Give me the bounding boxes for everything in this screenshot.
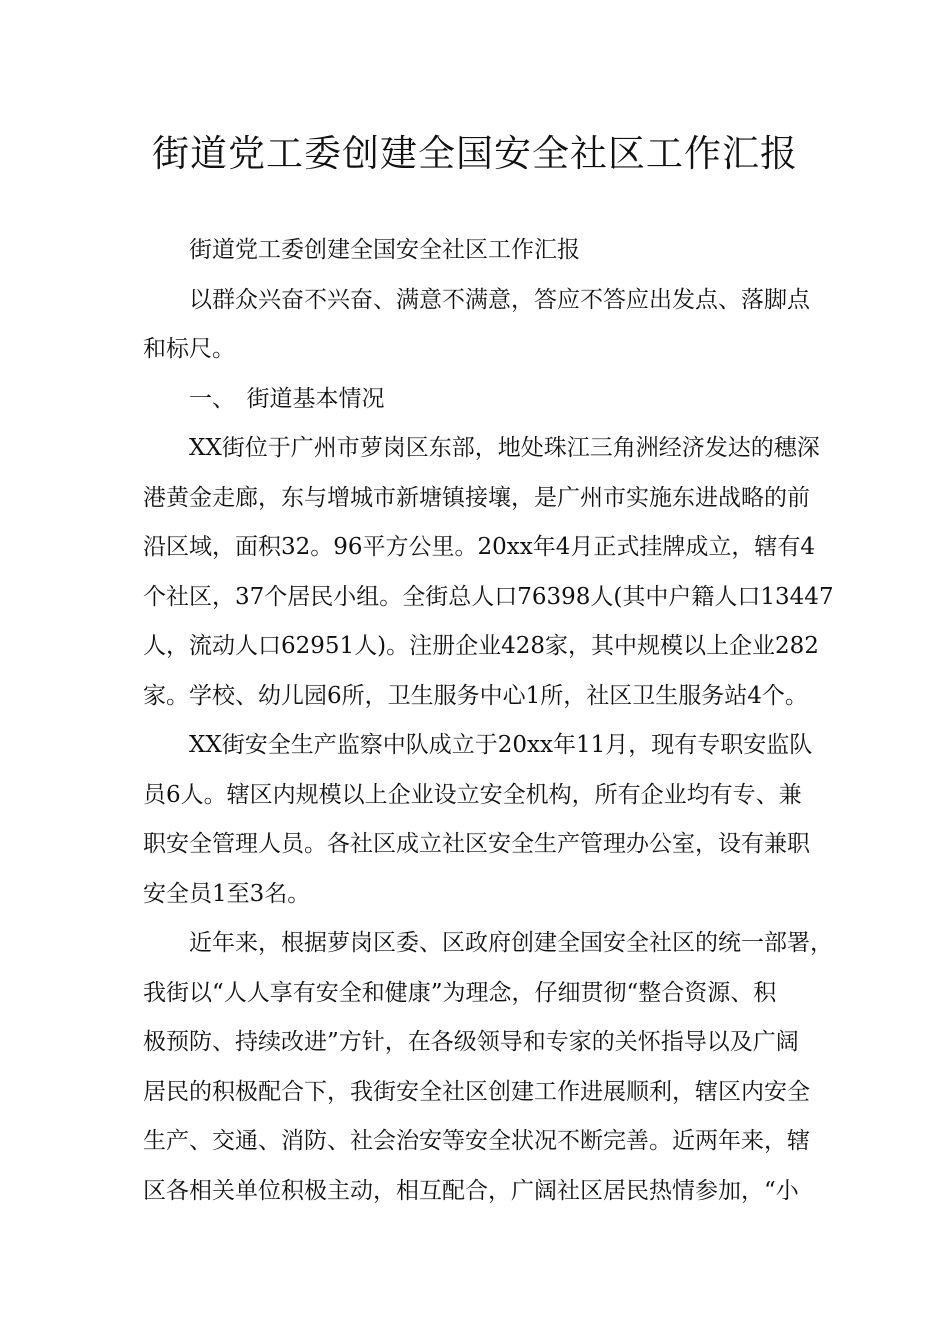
- text-line: 安全员1至3名。: [143, 880, 311, 907]
- text-line: 员6人。辖区内规模以上企业设立安全机构，所有企业均有专、兼: [143, 781, 802, 808]
- text-line: 人，流动人口62951人)。注册企业428家，其中规模以上企业282: [143, 633, 819, 659]
- text-line: 区各相关单位积极主动，相互配合，广阔社区居民热情参加，“小: [143, 1177, 799, 1204]
- text-line: 家。学校、幼儿园6所，卫生服务中心1所，社区卫生服务站4个。: [143, 682, 808, 709]
- text-line: XX街位于广州市萝岗区东部，地处珠江三角洲经济发达的穗深: [189, 435, 820, 461]
- text-line: 沿区域，面积32。96平方公里。20xx年4月正式挂牌成立，辖有4: [143, 534, 816, 560]
- text-line: 我街以“人人享有安全和健康”为理念，仔细贯彻“整合资源、积: [143, 979, 777, 1006]
- text-line: 居民的积极配合下，我街安全社区创建工作进展顺利，辖区内安全: [143, 1078, 810, 1105]
- text-line: 极预防、持续改进”方针，在各级领导和专家的关怀指导以及广阔: [143, 1029, 799, 1055]
- text-line: XX街安全生产监察中队成立于20xx年11月，现有专职安监队: [189, 732, 813, 758]
- text-line: 和标尺。: [143, 336, 235, 362]
- document-title: 街道党工委创建全国安全社区工作汇报: [152, 132, 798, 175]
- document-body: [143, 226, 834, 1216]
- text-line: 生产、交通、消防、社会治安等安全状况不断完善。近两年来，辖: [143, 1128, 810, 1154]
- text-line: 港黄金走廊，东与增城市新塘镇接壤，是广州市实施东进战略的前: [143, 484, 810, 511]
- text-line: 以群众兴奋不兴奋、满意不满意，答应不答应出发点、落脚点: [189, 286, 810, 313]
- text-line: 近年来，根据萝岗区委、区政府创建全国安全社区的统一部署，: [189, 930, 833, 956]
- text-line: 个社区，37个居民小组。全街总人口76398人(其中户籍人口13447: [143, 583, 834, 610]
- text-line: 职安全管理人员。各社区成立社区安全生产管理办公室，设有兼职: [143, 831, 810, 857]
- text-line: 一、 街道基本情况: [189, 385, 385, 412]
- text-line: 街道党工委创建全国安全社区工作汇报: [189, 237, 580, 263]
